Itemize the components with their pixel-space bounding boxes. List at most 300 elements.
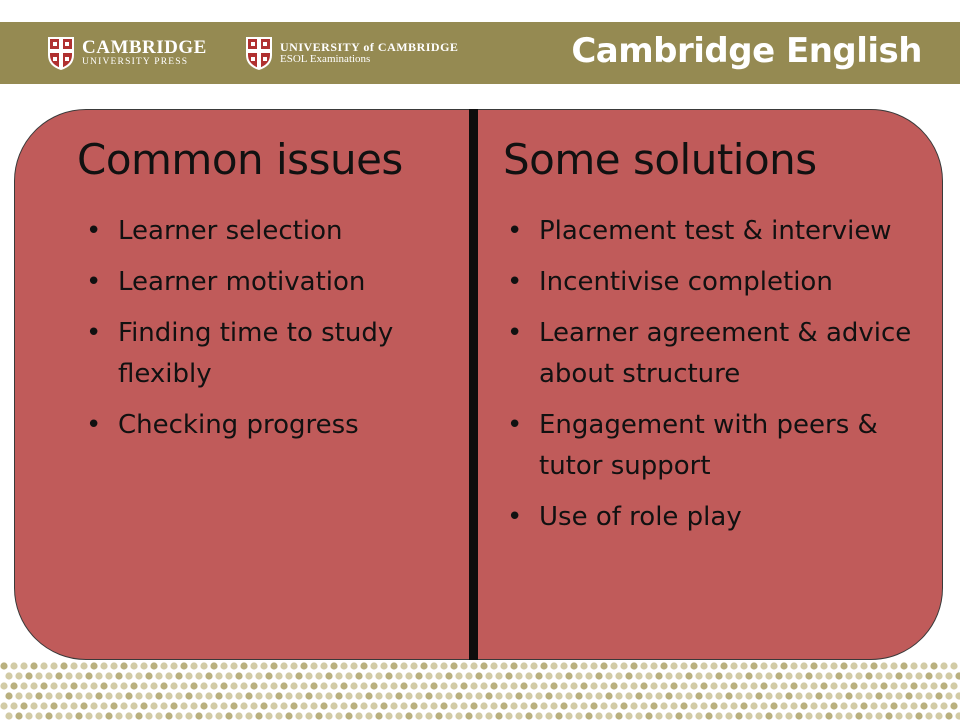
decorative-dot — [355, 712, 362, 719]
decorative-dot — [865, 692, 872, 699]
decorative-dot — [510, 682, 517, 689]
decorative-dot — [105, 692, 112, 699]
decorative-dot — [210, 662, 217, 669]
decorative-dot — [805, 672, 812, 679]
decorative-dot — [425, 712, 432, 719]
solutions-list — [507, 211, 937, 548]
decorative-dot — [85, 712, 92, 719]
decorative-dot — [465, 692, 472, 699]
decorative-dot — [815, 692, 822, 699]
decorative-dot — [665, 692, 672, 699]
decorative-dot — [60, 702, 67, 709]
decorative-dot — [265, 672, 272, 679]
decorative-dot — [30, 682, 37, 689]
decorative-dot — [50, 682, 57, 689]
decorative-dot — [825, 692, 832, 699]
decorative-dot — [765, 712, 772, 719]
decorative-dot — [685, 712, 692, 719]
decorative-dot — [300, 662, 307, 669]
decorative-dot — [615, 672, 622, 679]
decorative-dot — [870, 662, 877, 669]
decorative-dot — [790, 702, 797, 709]
decorative-dot — [805, 712, 812, 719]
decorative-dot — [515, 712, 522, 719]
bullet-icon: • — [86, 267, 102, 297]
decorative-dot — [835, 672, 842, 679]
decorative-dot — [450, 702, 457, 709]
decorative-dot — [40, 682, 47, 689]
decorative-dot — [240, 662, 247, 669]
decorative-dot — [65, 712, 72, 719]
decorative-dot — [300, 702, 307, 709]
decorative-dot — [630, 682, 637, 689]
decorative-dot — [405, 692, 412, 699]
decorative-dot — [465, 712, 472, 719]
decorative-dot — [490, 662, 497, 669]
decorative-dot — [320, 702, 327, 709]
decorative-dot — [785, 712, 792, 719]
decorative-dot — [420, 702, 427, 709]
decorative-dot — [405, 672, 412, 679]
decorative-dot — [405, 712, 412, 719]
decorative-dot — [505, 692, 512, 699]
decorative-dot — [415, 712, 422, 719]
decorative-dot — [705, 712, 712, 719]
decorative-dot — [570, 682, 577, 689]
decorative-dot — [605, 692, 612, 699]
decorative-dot — [885, 692, 892, 699]
decorative-dot — [310, 682, 317, 689]
decorative-dot — [785, 692, 792, 699]
decorative-dot — [450, 682, 457, 689]
decorative-dot — [605, 712, 612, 719]
decorative-dot — [760, 702, 767, 709]
decorative-dot — [800, 682, 807, 689]
decorative-dot — [25, 712, 32, 719]
decorative-dot — [340, 702, 347, 709]
decorative-dot — [150, 682, 157, 689]
decorative-dot — [710, 662, 717, 669]
decorative-dot — [830, 662, 837, 669]
decorative-dot — [185, 712, 192, 719]
decorative-dot — [885, 672, 892, 679]
decorative-dot — [605, 672, 612, 679]
decorative-dot — [445, 692, 452, 699]
decorative-dot — [610, 702, 617, 709]
decorative-dot — [320, 662, 327, 669]
decorative-dot — [875, 712, 882, 719]
decorative-dot — [410, 702, 417, 709]
decorative-dot — [635, 692, 642, 699]
decorative-dot — [235, 692, 242, 699]
decorative-dot — [755, 712, 762, 719]
list-item — [507, 211, 937, 252]
decorative-dot — [90, 702, 97, 709]
decorative-dot — [275, 712, 282, 719]
issues-list — [86, 211, 456, 456]
decorative-dot — [165, 692, 172, 699]
decorative-dot — [770, 662, 777, 669]
decorative-dot — [730, 682, 737, 689]
decorative-dot — [170, 702, 177, 709]
decorative-dot — [905, 672, 912, 679]
bullet-icon: • — [86, 410, 102, 440]
decorative-dot — [895, 672, 902, 679]
decorative-dot — [130, 662, 137, 669]
decorative-dot — [335, 672, 342, 679]
some-solutions-title: Some solutions — [503, 135, 817, 184]
decorative-dot — [300, 682, 307, 689]
decorative-dot — [185, 692, 192, 699]
decorative-dot — [415, 672, 422, 679]
decorative-dot — [125, 712, 132, 719]
decorative-dot — [925, 692, 932, 699]
decorative-dot-pattern — [0, 660, 960, 720]
decorative-dot — [340, 682, 347, 689]
decorative-dot — [520, 682, 527, 689]
decorative-dot — [875, 672, 882, 679]
decorative-dot — [955, 692, 960, 699]
decorative-dot — [390, 702, 397, 709]
decorative-dot — [690, 662, 697, 669]
solution-text: Use of role play — [539, 502, 742, 532]
decorative-dot — [90, 662, 97, 669]
decorative-dot — [515, 692, 522, 699]
decorative-dot — [645, 712, 652, 719]
decorative-dot — [5, 672, 12, 679]
decorative-dot — [440, 682, 447, 689]
decorative-dot — [880, 662, 887, 669]
decorative-dot — [170, 662, 177, 669]
decorative-dot — [345, 692, 352, 699]
decorative-dot — [795, 672, 802, 679]
decorative-dot — [745, 712, 752, 719]
decorative-dot — [130, 702, 137, 709]
decorative-dot — [715, 712, 722, 719]
decorative-dot — [215, 712, 222, 719]
decorative-dot — [600, 662, 607, 669]
decorative-dot — [385, 692, 392, 699]
decorative-dot — [820, 662, 827, 669]
decorative-dot — [100, 702, 107, 709]
decorative-dot — [525, 692, 532, 699]
decorative-dot — [0, 682, 7, 689]
decorative-dot — [500, 702, 507, 709]
decorative-dot — [680, 702, 687, 709]
decorative-dot — [545, 712, 552, 719]
decorative-dot — [520, 702, 527, 709]
decorative-dot — [480, 682, 487, 689]
decorative-dot — [680, 682, 687, 689]
decorative-dot — [5, 712, 12, 719]
decorative-dot — [65, 692, 72, 699]
decorative-dot — [945, 692, 952, 699]
decorative-dot — [440, 702, 447, 709]
list-item — [507, 497, 937, 538]
decorative-dot — [115, 712, 122, 719]
decorative-dot — [295, 672, 302, 679]
decorative-dot — [115, 672, 122, 679]
decorative-dot — [820, 682, 827, 689]
decorative-dot — [850, 682, 857, 689]
decorative-dot — [705, 692, 712, 699]
decorative-dot — [855, 692, 862, 699]
decorative-dot — [360, 662, 367, 669]
decorative-dot — [810, 662, 817, 669]
decorative-dot — [145, 692, 152, 699]
decorative-dot — [570, 662, 577, 669]
decorative-dot — [475, 712, 482, 719]
decorative-dot — [590, 702, 597, 709]
column-divider — [469, 109, 478, 660]
decorative-dot — [205, 672, 212, 679]
decorative-dot — [265, 712, 272, 719]
decorative-dot — [855, 712, 862, 719]
decorative-dot — [380, 682, 387, 689]
decorative-dot — [500, 662, 507, 669]
decorative-dot — [775, 672, 782, 679]
decorative-dot — [260, 702, 267, 709]
decorative-dot — [700, 702, 707, 709]
decorative-dot — [615, 692, 622, 699]
decorative-dot — [45, 712, 52, 719]
decorative-dot — [160, 662, 167, 669]
decorative-dot — [75, 712, 82, 719]
decorative-dot — [220, 702, 227, 709]
decorative-dot — [870, 702, 877, 709]
decorative-dot — [580, 702, 587, 709]
cup-logo-line1: CAMBRIDGE — [82, 37, 207, 59]
decorative-dot — [735, 712, 742, 719]
decorative-dot — [810, 702, 817, 709]
decorative-dot — [545, 672, 552, 679]
bullet-icon: • — [507, 216, 523, 246]
decorative-dot — [505, 712, 512, 719]
decorative-dot — [45, 672, 52, 679]
decorative-dot — [675, 672, 682, 679]
header-bar — [0, 22, 960, 84]
decorative-dot — [645, 672, 652, 679]
decorative-dot — [40, 662, 47, 669]
decorative-dot — [220, 682, 227, 689]
decorative-dot — [115, 692, 122, 699]
decorative-dot — [860, 702, 867, 709]
decorative-dot — [95, 672, 102, 679]
decorative-dot — [225, 672, 232, 679]
decorative-dot — [310, 702, 317, 709]
decorative-dot — [900, 662, 907, 669]
decorative-dot — [120, 702, 127, 709]
decorative-dot — [480, 662, 487, 669]
decorative-dot — [710, 682, 717, 689]
decorative-dot — [705, 672, 712, 679]
decorative-dot — [745, 672, 752, 679]
decorative-dot — [665, 672, 672, 679]
decorative-dot — [735, 692, 742, 699]
decorative-dot — [855, 672, 862, 679]
decorative-dot — [60, 682, 67, 689]
decorative-dot — [680, 662, 687, 669]
decorative-dot — [70, 702, 77, 709]
decorative-dot — [125, 672, 132, 679]
decorative-dot — [580, 682, 587, 689]
decorative-dot — [600, 702, 607, 709]
decorative-dot — [435, 692, 442, 699]
decorative-dot — [620, 702, 627, 709]
decorative-dot — [920, 662, 927, 669]
decorative-dot — [825, 672, 832, 679]
decorative-dot — [655, 692, 662, 699]
decorative-dot — [100, 682, 107, 689]
decorative-dot — [245, 712, 252, 719]
decorative-dot — [380, 702, 387, 709]
decorative-dot — [640, 682, 647, 689]
decorative-dot — [685, 672, 692, 679]
decorative-dot — [395, 672, 402, 679]
decorative-dot — [865, 712, 872, 719]
decorative-dot — [200, 662, 207, 669]
decorative-dot — [700, 682, 707, 689]
decorative-dot — [155, 692, 162, 699]
decorative-dot — [360, 702, 367, 709]
decorative-dot — [195, 692, 202, 699]
decorative-dot — [290, 662, 297, 669]
decorative-dot — [365, 672, 372, 679]
decorative-dot — [750, 662, 757, 669]
decorative-dot — [20, 682, 27, 689]
decorative-dot — [180, 682, 187, 689]
decorative-dot — [665, 712, 672, 719]
decorative-dot — [275, 672, 282, 679]
decorative-dot — [85, 672, 92, 679]
decorative-dot — [795, 712, 802, 719]
decorative-dot — [535, 672, 542, 679]
decorative-dot — [370, 682, 377, 689]
decorative-dot — [140, 682, 147, 689]
decorative-dot — [205, 692, 212, 699]
decorative-dot — [350, 702, 357, 709]
decorative-dot — [20, 702, 27, 709]
decorative-dot — [270, 662, 277, 669]
cambridge-university-press-logo — [46, 34, 207, 72]
decorative-dot — [150, 662, 157, 669]
decorative-dot — [285, 692, 292, 699]
decorative-dot — [915, 672, 922, 679]
decorative-dot — [175, 712, 182, 719]
decorative-dot — [810, 682, 817, 689]
decorative-dot — [875, 692, 882, 699]
list-item — [507, 262, 937, 303]
decorative-dot — [225, 712, 232, 719]
decorative-dot — [400, 662, 407, 669]
decorative-dot — [245, 672, 252, 679]
decorative-dot — [495, 692, 502, 699]
decorative-dot — [890, 682, 897, 689]
decorative-dot — [650, 662, 657, 669]
decorative-dot — [910, 702, 917, 709]
decorative-dot — [935, 692, 942, 699]
decorative-dot — [0, 662, 7, 669]
decorative-dot — [690, 702, 697, 709]
decorative-dot — [805, 692, 812, 699]
bullet-icon: • — [507, 318, 523, 348]
decorative-dot — [905, 692, 912, 699]
decorative-dot — [610, 662, 617, 669]
decorative-dot — [760, 682, 767, 689]
decorative-dot — [315, 672, 322, 679]
decorative-dot — [220, 662, 227, 669]
decorative-dot — [230, 702, 237, 709]
decorative-dot — [175, 672, 182, 679]
decorative-dot — [30, 702, 37, 709]
issue-text: Checking progress — [118, 410, 359, 440]
decorative-dot — [865, 672, 872, 679]
decorative-dot — [375, 672, 382, 679]
decorative-dot — [155, 712, 162, 719]
decorative-dot — [770, 682, 777, 689]
decorative-dot — [225, 692, 232, 699]
decorative-dot — [440, 662, 447, 669]
decorative-dot — [695, 692, 702, 699]
decorative-dot — [380, 662, 387, 669]
decorative-dot — [510, 702, 517, 709]
decorative-dot — [815, 712, 822, 719]
decorative-dot — [600, 682, 607, 689]
decorative-dot — [80, 662, 87, 669]
decorative-dot — [695, 712, 702, 719]
decorative-dot — [365, 712, 372, 719]
decorative-dot — [790, 682, 797, 689]
decorative-dot — [10, 702, 17, 709]
decorative-dot — [345, 712, 352, 719]
decorative-dot — [850, 662, 857, 669]
decorative-dot — [540, 682, 547, 689]
decorative-dot — [200, 682, 207, 689]
decorative-dot — [265, 692, 272, 699]
decorative-dot — [835, 712, 842, 719]
decorative-dot — [95, 712, 102, 719]
decorative-dot — [950, 702, 957, 709]
solution-text: Learner agreement & advice about structure — [539, 318, 912, 389]
decorative-dot — [70, 662, 77, 669]
decorative-dot — [845, 712, 852, 719]
decorative-dot — [720, 662, 727, 669]
decorative-dot — [420, 682, 427, 689]
decorative-dot — [830, 682, 837, 689]
decorative-dot — [370, 662, 377, 669]
decorative-dot — [430, 682, 437, 689]
decorative-dot — [555, 712, 562, 719]
decorative-dot — [25, 672, 32, 679]
decorative-dot — [780, 662, 787, 669]
decorative-dot — [955, 672, 960, 679]
decorative-dot — [645, 692, 652, 699]
decorative-dot — [110, 702, 117, 709]
decorative-dot — [190, 662, 197, 669]
decorative-dot — [270, 702, 277, 709]
decorative-dot — [470, 682, 477, 689]
decorative-dot — [360, 682, 367, 689]
decorative-dot — [140, 702, 147, 709]
decorative-dot — [165, 712, 172, 719]
decorative-dot — [575, 692, 582, 699]
decorative-dot — [185, 672, 192, 679]
decorative-dot — [0, 702, 7, 709]
decorative-dot — [110, 662, 117, 669]
decorative-dot — [450, 662, 457, 669]
decorative-dot — [330, 682, 337, 689]
decorative-dot — [230, 682, 237, 689]
